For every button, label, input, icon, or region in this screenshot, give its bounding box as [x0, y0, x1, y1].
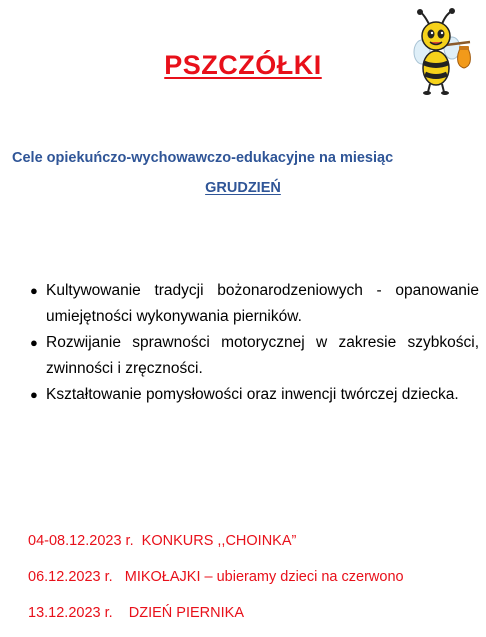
bullet-icon: ●: [30, 335, 38, 350]
bullet-icon: ●: [30, 387, 38, 402]
bee-with-honey-pot-icon: [408, 8, 474, 96]
goal-item: ● Kształtowanie pomysłowości oraz inwencji twórczej dziecka.: [30, 382, 479, 408]
events-list: [28, 523, 404, 631]
page-title: PSZCZÓŁKI: [164, 50, 322, 80]
event-item: 06.12.2023 r. MIKOŁAJKI – ubieramy dzieci na czerwono: [28, 569, 404, 585]
goals-subtitle: Cele opiekuńczo-wychowawczo-edukacyjne na miesiąc: [12, 150, 394, 166]
goal-item: ● Rozwijanie sprawności motorycznej w zakresie szybkości, zwinności i zręczności.: [30, 330, 479, 382]
bullet-icon: ●: [30, 283, 38, 298]
goals-list: [30, 278, 479, 408]
month-label: GRUDZIEŃ: [205, 180, 281, 196]
event-item: 13.12.2023 r. DZIEŃ PIERNIKA: [28, 605, 244, 621]
goal-item: ● Kultywowanie tradycji bożonarodzeniowych - opanowanie umiejętności wykonywania pierników.: [30, 278, 479, 330]
event-item: 04-08.12.2023 r. KONKURS ,,CHOINKA”: [28, 533, 297, 549]
